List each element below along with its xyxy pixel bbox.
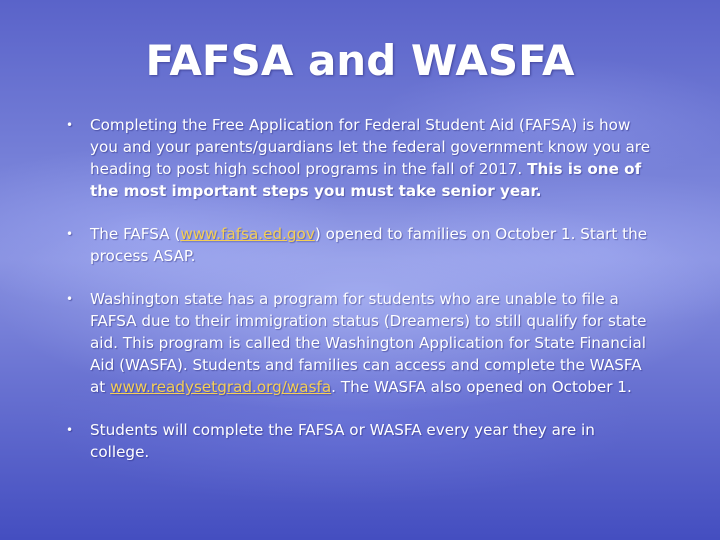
- bullet-wasfa-program: [66, 288, 656, 398]
- bullet-emphasis: This is one of the most important steps you must take senior year.: [90, 160, 642, 200]
- bullet-text-before: Washington state has a program for students who are unable to file a FAFSA due to their immigration status (Dreamers) to still qualify for state aid. This program is called the Washington Application for State Financial Aid (WASFA). Students and families can access and complete the WASFA at: [90, 290, 647, 396]
- bullet-dot: •: [66, 118, 74, 132]
- fafsa-link[interactable]: www.fafsa.ed.gov: [180, 225, 315, 243]
- bullet-text-after: . The WASFA also opened on October 1.: [331, 378, 632, 396]
- bullet-dot: •: [66, 227, 74, 241]
- bullet-list: [66, 114, 656, 463]
- bullet-dot: •: [66, 423, 74, 437]
- wasfa-link[interactable]: www.readysetgrad.org/wasfa: [110, 378, 332, 396]
- bullet-text: Completing the Free Application for Federal Student Aid (FAFSA) is how you and your parents/guardians let the federal government know you are heading to post high school programs in the fall of 2017.: [90, 116, 651, 178]
- bullet-text-before: The FAFSA (: [90, 225, 181, 243]
- bullet-dot: •: [66, 292, 74, 306]
- slide-title: FAFSA and WASFA: [145, 36, 575, 85]
- bullet-text-after: ) opened to families on October 1. Start the process ASAP.: [90, 225, 648, 265]
- bullet-every-year: [66, 419, 656, 463]
- bullet-fafsa-intro: [66, 114, 656, 202]
- bullet-fafsa-opened: [66, 223, 656, 267]
- bullet-text: Students will complete the FAFSA or WASFA every year they are in college.: [90, 421, 595, 461]
